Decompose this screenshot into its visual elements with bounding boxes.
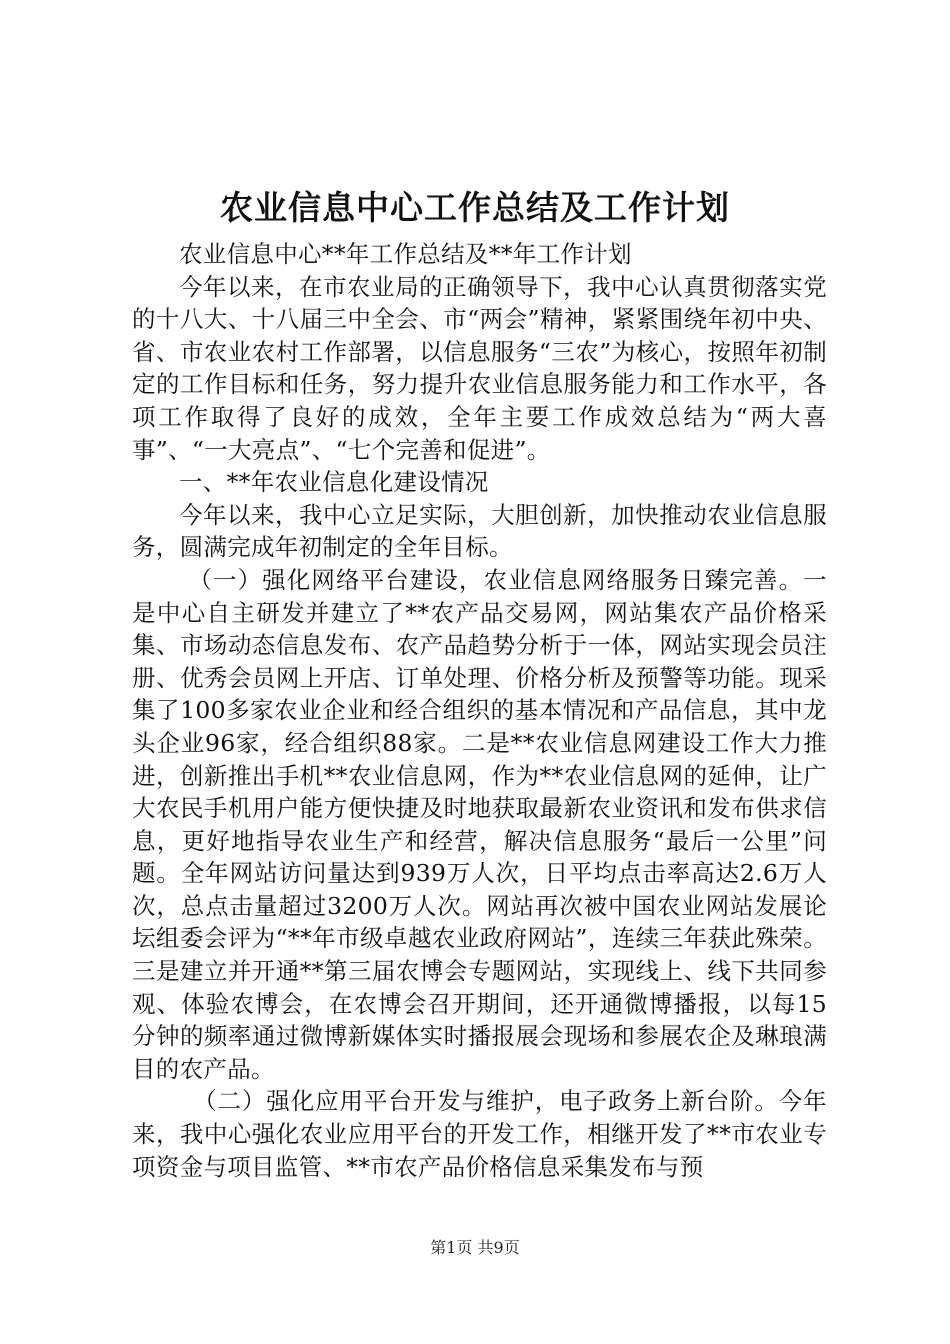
document-title: 农业信息中心工作总结及工作计划	[220, 188, 730, 227]
intro-paragraph: 今年以来，在市农业局的正确领导下，我中心认真贯彻落实党的十八大、十八届三中全会、市“两会”精神，紧紧围绕年初中央、省、市农业农村工作部署，以信息服务“三农”为核心，按照年初制定的工作目标和任务，努力提升农业信息服务能力和工作水平，各项工作取得了良好的成效，全年主要工作成效总结为“两大喜事”、“一大亮点”、“七个完善和促进”。	[132, 272, 827, 464]
section-heading: 一、**年农业信息化建设情况	[179, 468, 489, 497]
section-intro-paragraph: 今年以来，我中心立足实际，大胆创新，加快推动农业信息服务，圆满完成年初制定的全年目标。	[132, 500, 827, 562]
document-body	[132, 238, 827, 1183]
subtitle-paragraph: 农业信息中心**年工作总结及**年工作计划	[179, 240, 632, 268]
subsection-two-paragraph: （二）强化应用平台开发与维护，电子政务上新台阶。今年来，我中心强化农业应用平台的开发工作，相继开发了**市农业专项资金与项目监管、**市农产品价格信息采集发布与预	[132, 1087, 827, 1181]
subsection-one-paragraph: （一）强化网络平台建设，农业信息网络服务日臻完善。一是中心自主研发并建立了**农产品交易网，网站集农产品价格采集、市场动态信息发布、农产品趋势分析于一体，网站实现会员注册、优秀会员网上开店、订单处理、价格分析及预警等功能。现采集了100多家农业企业和经合组织的基本情况和产品信息，其中龙头企业96家，经合组织88家。二是**农业信息网建设工作大力推进，创新推出手机**农业信息网，作为**农业信息网的延伸，让广大农民手机用户能方便快捷及时地获取最新农业资讯和发布供求信息，更好地指导农业生产和经营，解决信息服务“最后一公里”问题。全年网站访问量达到939万人次，日平均点击率高达2.6万人次，总点击量超过3200万人次。网站再次被中国农业网站发展论坛组委会评为“**年市级卓越农业政府网站”，连续三年获此殊荣。三是建立并开通**第三届农博会专题网站，实现线上、线下共同参观、体验农博会，在农博会召开期间，还开通微博播报，以每15分钟的频率通过微博新媒体实时播报展会现场和参展农企及琳琅满目的农产品。	[132, 565, 827, 1083]
page-footer: 第1页 共9页	[430, 1238, 520, 1257]
